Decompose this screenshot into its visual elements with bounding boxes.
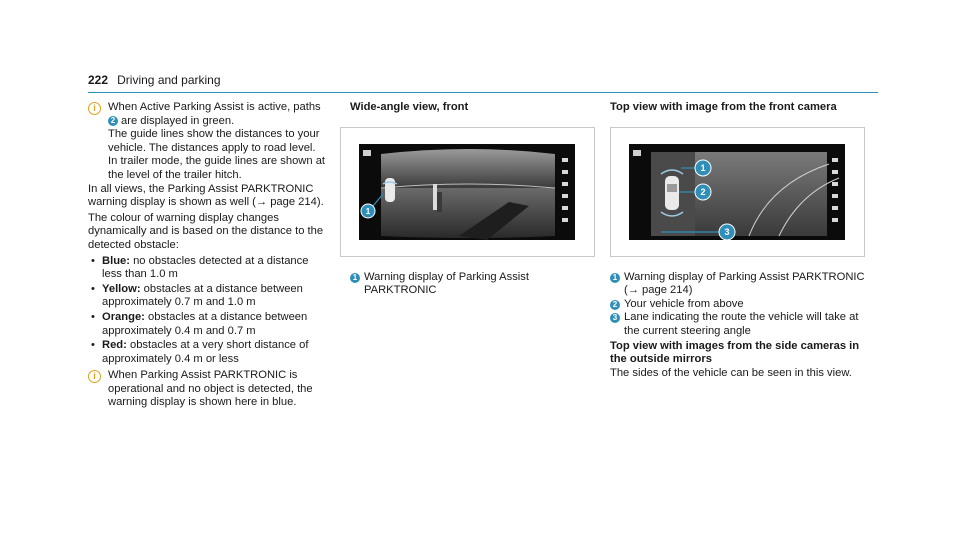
distance-list (88, 255, 328, 367)
legend-item (350, 271, 600, 298)
list-item (88, 311, 328, 338)
legend-text: Warning display of Parking Assist PARKTRONIC ( (624, 270, 865, 297)
top-view-legend (610, 271, 875, 381)
arrow-icon: → (627, 284, 639, 297)
top-view-camera-image (629, 144, 845, 240)
side-cameras-heading: Top view with images from the side cameras in the outside mirrors (610, 339, 860, 366)
legend-item (610, 311, 875, 338)
callout-2: 2 (700, 186, 706, 197)
callout-2-icon: 2 (610, 300, 620, 310)
bullet-label: Yellow: (102, 282, 141, 295)
wide-angle-figure (340, 127, 595, 257)
bullet-text: obstacles at a distance between approximately 0.7 m and 1.0 m (102, 282, 303, 309)
wide-angle-camera-screen (359, 144, 575, 240)
list-item (88, 283, 328, 310)
bullet-text: obstacles at a very short distance of approximately 0.4 m or less (102, 339, 309, 365)
all-views-label: In all views, the Parking Assist PARKTRONIC warning display is shown as well ( (88, 182, 314, 209)
info-note-blue (88, 369, 328, 410)
top-view-figure (610, 127, 865, 257)
wide-angle-legend (350, 271, 600, 298)
legend-text: Lane indicating the route the vehicle will take at the current steering angle (624, 311, 859, 337)
page-reference[interactable]: page 214) (642, 284, 693, 297)
all-views-text (88, 183, 328, 210)
bullet-label: Orange: (102, 310, 145, 323)
side-cameras-text: The sides of the vehicle can be seen in this view. (610, 366, 852, 379)
info-icon: i (88, 370, 101, 383)
note-paragraph (108, 101, 328, 128)
left-column (88, 101, 328, 410)
callout-3-icon: 3 (610, 313, 620, 323)
top-view-camera-screen (629, 144, 845, 240)
note-text: are displayed in green. (121, 114, 235, 127)
callout-1: 1 (700, 162, 706, 173)
legend-text: Your vehicle from above (624, 297, 744, 310)
note-text-blue: When Parking Assist PARKTRONIC is operational and no object is detected, the warning display is shown here in blue. (108, 369, 313, 409)
info-icon: i (88, 102, 101, 115)
bullet-text: no obstacles detected at a distance less than 1.0 m (102, 254, 309, 281)
bullet-label: Red: (102, 339, 127, 352)
callout-1: 1 (365, 206, 371, 216)
legend-item (610, 298, 875, 312)
list-item (88, 339, 328, 366)
bullet-text: obstacles at a distance between approximately 0.4 m and 0.7 m (102, 310, 308, 337)
note-text-trailer: In trailer mode, the guide lines are shown at the level of the trailer hitch. (108, 155, 326, 181)
middle-column (350, 101, 600, 298)
callout-2-icon: 2 (108, 116, 118, 126)
colour-intro-text: The colour of warning display changes dynamically and is based on the distance to the detected obstacle: (88, 211, 324, 251)
note-text: When Active Parking Assist is active, paths (108, 101, 321, 113)
wide-angle-camera-image (359, 144, 575, 240)
callout-1-icon: 1 (610, 273, 620, 283)
chapter-title: Driving and parking (117, 73, 221, 87)
bullet-label: Blue: (102, 254, 130, 267)
top-view-heading: Top view with image from the front camera (610, 101, 837, 113)
right-column (610, 101, 875, 380)
note-text-distances: The guide lines show the distances to your vehicle. The distances apply to road level. (108, 128, 320, 154)
page-header (88, 74, 878, 93)
legend-text: Warning display of Parking Assist PARKTRONIC (364, 270, 529, 297)
list-item (88, 255, 328, 282)
info-note-guide-lines (88, 101, 328, 183)
page-reference[interactable]: page 214). (270, 196, 324, 209)
callout-3: 3 (724, 226, 730, 237)
callout-1-icon: 1 (350, 273, 360, 283)
wide-angle-heading: Wide-angle view, front (350, 101, 469, 113)
page-number: 222 (88, 73, 109, 87)
legend-item (610, 271, 875, 298)
arrow-icon: → (255, 196, 268, 209)
